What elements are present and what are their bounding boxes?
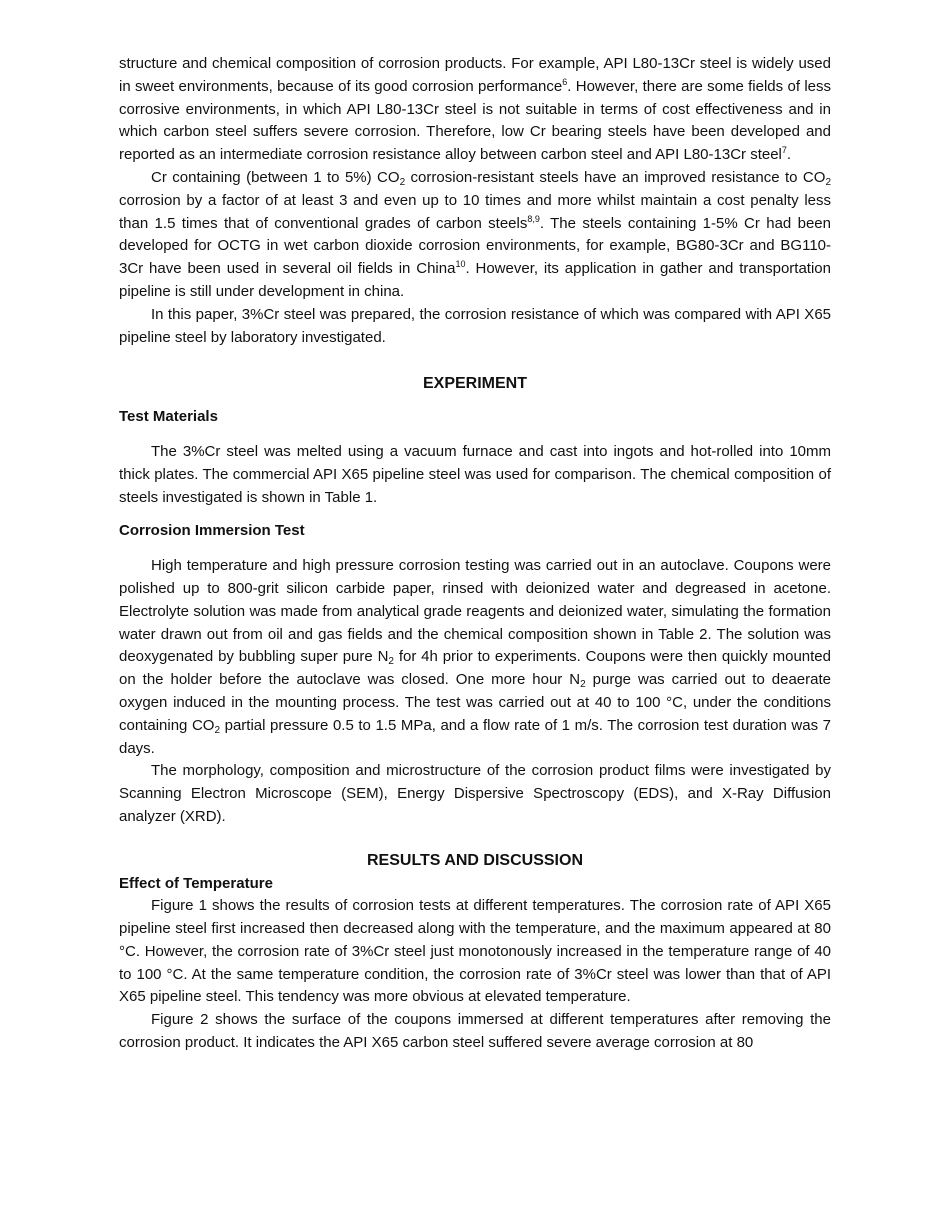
citation-ref: 8,9 xyxy=(527,213,540,224)
text-run: . The steels containing 1-5% Cr had been developed for OCTG in wet carbon dioxide corrosion environments, for example, BG80-3Cr and BG110-3Cr have been used in several oil fields in China xyxy=(119,214,831,278)
text-run: corrosion by a factor of at least 3 and even up to 10 times and more whilst maintain a cost penalty less than 1.5 times that of conventional grades of carbon steels xyxy=(119,191,831,232)
results-paragraph-1: Figure 1 shows the results of corrosion tests at different temperatures. The corrosion rate of API X65 pipeline steel first increased then decreased along with the temperature, and the maximum appeared at 80 °C. However, the corrosion rate of 3%Cr steel just monotonously increased in the temperature range of 40 to 100 °C. At the same temperature condition, the corrosion rate of 3%Cr steel was lower than that of API X65 pipeline steel. This tendency was more obvious at elevated temperature. xyxy=(119,897,831,1006)
text-run: partial pressure 0.5 to 1.5 MPa, and a flow rate of 1 m/s. The corrosion test duration was 7 days. xyxy=(119,716,831,757)
citation-ref: 7 xyxy=(781,145,787,156)
morphology-paragraph: The morphology, composition and microstructure of the corrosion product films were investigated by Scanning Electron Microscope (SEM), Energy Dispersive Spectroscopy (EDS), and X-Ray Diffusion analyzer (XRD). xyxy=(119,762,831,825)
subsection-heading-test-materials: Test Materials xyxy=(119,408,218,426)
text-run: purge was carried out to deaerate oxygen induced in the mounting process. The test was carried out at 40 to 100 °C, under the conditions containing CO xyxy=(119,671,831,734)
immersion-paragraph xyxy=(119,555,831,760)
intro-paragraph-3: In this paper, 3%Cr steel was prepared, the corrosion resistance of which was compared with API X65 pipeline steel by laboratory investigated. xyxy=(119,305,831,346)
intro-paragraph-1 xyxy=(119,53,831,167)
intro-paragraph-2 xyxy=(119,167,831,304)
text-run: corrosion-resistant steels have an improved resistance to CO xyxy=(405,168,826,186)
text-column xyxy=(119,53,831,1055)
citation-ref: 6 xyxy=(562,76,568,87)
subsection-heading-effect-of-temperature: Effect of Temperature xyxy=(119,874,273,892)
text-run: . However, there are some fields of less corrosive environments, in which API L80-13Cr steel is not suitable in terms of cost effectiveness and in which carbon steel suffers severe corrosion. Therefore, low Cr bearing steels have been developed and reported as an intermediate corrosion resistance alloy between carbon steel and API L80-13Cr steel xyxy=(119,77,831,164)
text-run: . xyxy=(786,146,792,164)
section-heading-experiment: EXPERIMENT xyxy=(422,375,527,393)
text-run: . However, its application in gather and transportation pipeline is still under development in china. xyxy=(119,260,831,300)
text-run: Cr containing (between 1 to 5%) CO xyxy=(151,168,400,186)
subscript: 2 xyxy=(825,176,831,188)
results-paragraph-2: Figure 2 shows the surface of the coupons immersed at different temperatures after removing the corrosion product. It indicates the API X65 carbon steel suffered severe average corrosion at 80 xyxy=(119,1011,831,1052)
text-run: for 4h prior to experiments. Coupons were then quickly mounted on the holder before the autoclave was closed. One more hour N xyxy=(119,648,831,689)
citation-ref: 10 xyxy=(455,259,466,270)
subscript: 2 xyxy=(388,656,394,668)
text-run: structure and chemical composition of corrosion products. For example, API L80-13Cr steel is widely used in sweet environments, because of its good corrosion performance xyxy=(119,55,831,95)
text-run: High temperature and high pressure corrosion testing was carried out in an autoclave. Coupons were polished up to 800-grit silicon carbide paper, rinsed with deionized water and degreased in acetone. Electrolyte solution was made from analytical grade reagents and deionized water, simulating the formation water drawn out from oil and gas fields and the chemical composition shown in Table 2. The solution was deoxygenated by bubbling super pure N xyxy=(119,557,831,666)
subscript: 2 xyxy=(399,176,406,188)
materials-paragraph: The 3%Cr steel was melted using a vacuum furnace and cast into ingots and hot-rolled into 10mm thick plates. The commercial API X65 pipeline steel was used for comparison. The chemical composition of steels investigated is shown in Table 1. xyxy=(119,442,831,506)
subscript: 2 xyxy=(214,724,221,736)
section-heading-results: RESULTS AND DISCUSSION xyxy=(366,851,583,869)
subsection-heading-immersion-test: Corrosion Immersion Test xyxy=(119,522,305,540)
subscript: 2 xyxy=(580,679,586,691)
